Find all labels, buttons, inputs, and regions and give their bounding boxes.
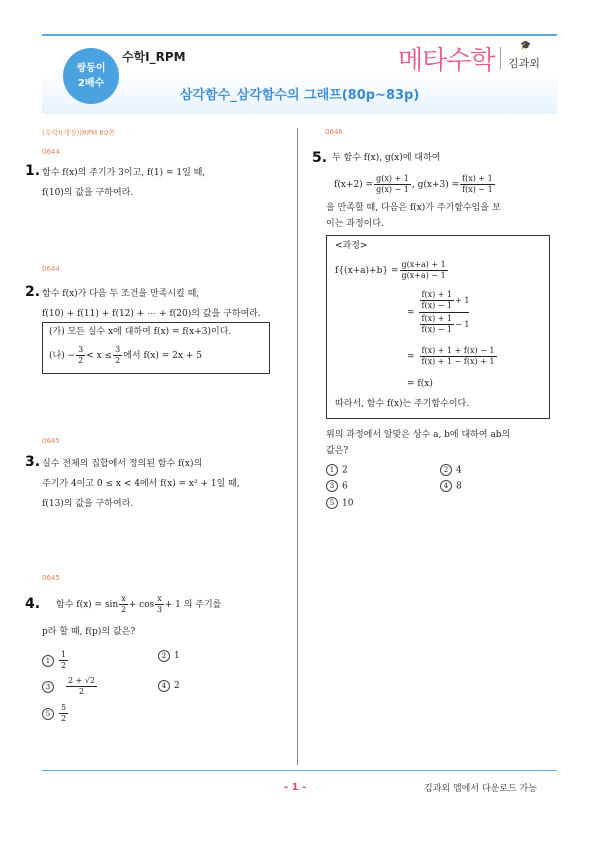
question-line: 두 함수 f(x), g(x)에 대하여 [332, 153, 441, 163]
fraction-numerator: x [157, 594, 162, 603]
question-line: 이는 과정이다. [326, 219, 384, 229]
question-code: 0644 [42, 265, 60, 273]
logo-separator [500, 47, 501, 69]
process-step-2 [407, 290, 469, 335]
footer-line [42, 770, 557, 771]
fraction [420, 314, 455, 335]
choice-mark: 2 [440, 464, 452, 476]
formula-part: 함수 f(x) = sin [56, 599, 119, 610]
question-number: 3. [25, 454, 41, 470]
condition-a: (가) 모든 실수 x에 대하여 f(x) = f(x+3)이다. [49, 327, 232, 337]
choice-value: 1 [174, 651, 180, 661]
fraction [66, 676, 97, 697]
question-text [42, 163, 282, 203]
fraction-denominator: 2 [120, 605, 127, 614]
fraction-numerator: g(x+a) + 1 [401, 260, 446, 269]
choice-5[interactable] [42, 703, 69, 724]
question-line: p라 할 때, f(p)의 값은? [42, 627, 136, 637]
fraction-numerator: f(x) + 1 [462, 174, 493, 183]
question-line: 위의 과정에서 알맞은 상수 a, b에 대하여 ab의 [326, 430, 511, 440]
formula-part: , g(x+3) = [411, 179, 460, 190]
given-equations [334, 174, 496, 195]
subject-label: 수학Ⅰ_RPM [122, 50, 186, 64]
formula-part: + cos [128, 599, 155, 610]
question-line: 을 만족할 때, 다음은 f(x)가 주기함수임을 보 [326, 203, 501, 213]
fraction-numerator: 5 [61, 703, 67, 712]
choice-value: 8 [456, 481, 462, 492]
fraction-denominator: 3 [156, 605, 163, 614]
choice-mark: 1 [42, 655, 54, 667]
fraction [113, 345, 122, 366]
fraction-denominator: f(x) − 1 [421, 325, 453, 334]
formula-part: f{(x+a)+b} = [335, 265, 399, 276]
equals-sign: = [407, 351, 415, 362]
condition-b-middle: < x ≤ [86, 350, 113, 361]
compound-numerator [419, 290, 470, 313]
fraction [119, 594, 128, 615]
fraction-denominator: f(x) − 1 [462, 185, 493, 194]
fraction-denominator: f(x) − 1 [421, 301, 453, 310]
formula-part: + 1 [455, 295, 470, 305]
process-box [326, 235, 550, 419]
fraction-denominator: g(x) − 1 [376, 185, 409, 194]
fraction-numerator: f(x) + 1 + f(x) − 1 [421, 346, 495, 355]
fraction [400, 260, 448, 281]
column-divider [297, 128, 298, 765]
question-text [326, 425, 556, 461]
question-number: 5. [312, 150, 328, 166]
page-number: - 1 - [284, 782, 307, 793]
choice-mark: 5 [42, 708, 54, 720]
fraction [374, 174, 411, 195]
question-code: 0644 [42, 148, 60, 156]
fraction-numerator: f(x) + 1 [421, 290, 453, 299]
compound-denominator [419, 313, 470, 335]
mortarboard-icon: 🎓 [520, 41, 532, 51]
choice-mark: 3 [326, 480, 338, 492]
question-text [326, 198, 556, 234]
fraction-numerator: 1 [61, 650, 67, 659]
process-step-1 [335, 260, 449, 281]
equals-sign: = [407, 307, 415, 318]
formula-part: + 1 의 주기를 [164, 599, 222, 610]
choice-mark: 3 [42, 681, 54, 693]
fraction-denominator: 2 [78, 687, 85, 696]
process-title: <과정> [335, 241, 368, 251]
fraction [155, 594, 164, 615]
fraction [420, 346, 497, 367]
compound-fraction [419, 290, 470, 335]
formula-part: − 1 [455, 319, 470, 329]
choice-mark: 4 [440, 480, 452, 492]
fraction [420, 290, 455, 311]
process-conclusion: 따라서, 함수 f(x)는 주기함수이다. [335, 399, 470, 409]
choice-1[interactable] [42, 650, 69, 671]
choice-4[interactable] [158, 680, 180, 692]
fraction-denominator: 2 [78, 356, 84, 365]
question-text [42, 454, 287, 514]
fraction-numerator: g(x) + 1 [376, 174, 409, 183]
badge-line-2: 2배수 [77, 78, 105, 89]
condition-b-prefix: (나) − [49, 350, 76, 361]
question-line: f(10)의 값을 구하여라. [42, 188, 134, 198]
fraction-denominator: 2 [61, 661, 67, 670]
brand-logo: 메타수학 [398, 46, 495, 76]
badge-line-1: 쌍둥이 [76, 63, 106, 74]
fraction [460, 174, 495, 195]
choice-mark: 1 [326, 464, 338, 476]
choice-value: 10 [342, 498, 354, 509]
question-code: 0645 [42, 437, 60, 445]
fraction-numerator: 2 + √2 [68, 676, 96, 685]
choice-value: 2 [174, 681, 180, 691]
question-code: 0645 [42, 574, 60, 582]
question-line: f(13)의 값을 구하여라. [42, 499, 134, 509]
fraction-numerator: 3 [78, 345, 84, 354]
choice-mark: 4 [158, 680, 170, 692]
choice-value: 2 [342, 465, 348, 476]
choice-value: 6 [342, 481, 348, 492]
condition-b-suffix: 에서 f(x) = 2x + 5 [123, 350, 202, 361]
choice-5[interactable] [326, 497, 353, 509]
choice-mark: 2 [158, 650, 170, 662]
choice-3[interactable] [326, 480, 348, 492]
choice-1[interactable] [326, 464, 348, 476]
source-note: (수학Ⅰ(개정))RPM 80쪽 [42, 129, 116, 137]
question-line: 실수 전체의 집합에서 정의된 함수 f(x)의 [42, 459, 203, 469]
choice-2[interactable] [158, 650, 180, 662]
condition-b [49, 345, 202, 366]
brand-sub-logo: 김과외 [508, 57, 540, 70]
formula-part: f(x+2) = [334, 179, 374, 190]
question-number: 4. [25, 596, 41, 612]
fraction-numerator: 3 [115, 345, 121, 354]
twin-badge [63, 48, 119, 104]
fraction-numerator: f(x) + 1 [421, 314, 453, 323]
fraction-denominator: g(x+a) − 1 [401, 271, 446, 280]
choice-4[interactable] [440, 480, 462, 492]
question-line: 함수 f(x)가 다음 두 조건을 만족시킬 때, [42, 289, 200, 299]
question-number: 2. [25, 284, 41, 300]
question-number: 1. [25, 163, 41, 179]
fraction [59, 650, 68, 671]
question-line: 함수 f(x)의 주기가 3이고, f(1) = 1일 때, [42, 168, 206, 178]
process-step-4: = f(x) [407, 379, 433, 389]
page-title: 삼각함수_삼각함수의 그래프(80p~83p) [180, 88, 420, 103]
footer-note: 김과외 앱에서 다운로드 가능 [424, 784, 537, 794]
question-text [42, 284, 287, 324]
fraction [59, 703, 68, 724]
choice-value: 4 [456, 465, 462, 476]
fraction-denominator: 2 [115, 356, 121, 365]
question-code: 0646 [325, 128, 343, 136]
fraction-denominator: f(x) + 1 − f(x) + 1 [421, 357, 495, 366]
choice-2[interactable] [440, 464, 462, 476]
condition-box [42, 322, 270, 374]
question-line [56, 594, 221, 615]
question-line: 값은? [326, 446, 349, 456]
process-step-3 [407, 346, 498, 367]
fraction [76, 345, 85, 366]
choice-mark: 5 [326, 497, 338, 509]
question-line: f(10) + f(11) + f(12) + ⋯ + f(20)의 값을 구하여라. [42, 309, 261, 319]
fraction-denominator: 2 [61, 714, 67, 723]
fraction-numerator: x [121, 594, 126, 603]
question-line: 주기가 4이고 0 ≤ x < 4에서 f(x) = x² + 1일 때, [42, 479, 240, 489]
choice-3[interactable] [42, 676, 98, 697]
